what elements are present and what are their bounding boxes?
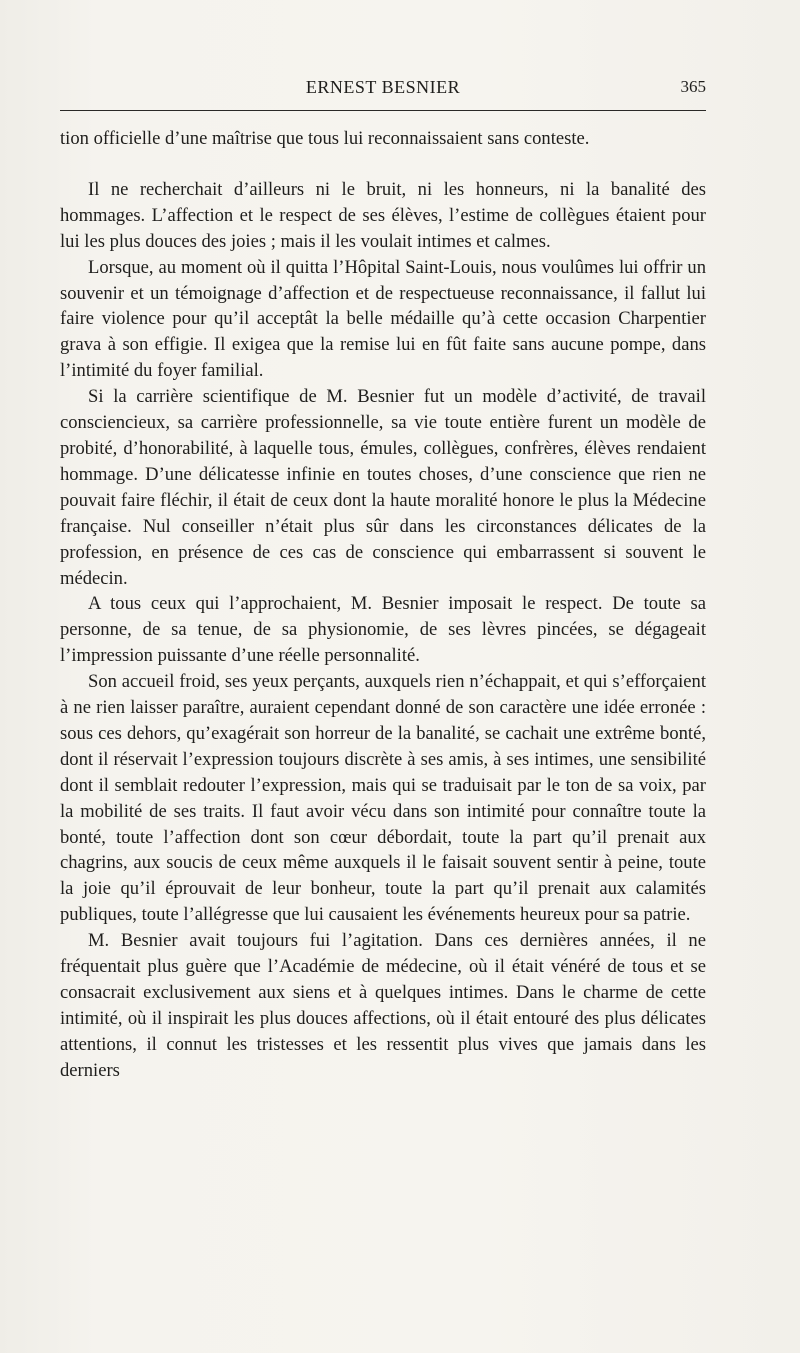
paragraph: Son accueil froid, ses yeux perçants, auxquels rien n’échappait, et qui s’efforçaient à ne rien laisser paraître, auraient cependant donné de son caractère une idée erronée : sous ces dehors, qu’exagérait son horreur de la banalité, se cachait une extrême bonté, dont il réservait l’expression toujours discrète à ses amis, à ses intimes, une sensibilité dont il semblait redouter l’expression, mais qui se traduisait par le ton de sa voix, par la mobilité de ses traits. Il faut avoir vécu dans son intimité pour connaître toute la bonté, toute l’affection dont son cœur débordait, toute la part qu’il prenait aux chagrins, aux soucis de ceux même auxquels il le faisait souvent sentir à peine, toute la joie qu’il éprouvait de leur bonheur, toute la part qu’il prenait aux calamités publiques, toute l’allégresse que lui causaient les événements heureux pour sa patrie.: [60, 671, 706, 926]
paragraph-continuation: tion officielle d’une maîtrise que tous lui reconnaissaient sans conteste.: [60, 128, 590, 149]
paragraph: Il ne recherchait d’ailleurs ni le bruit, ni les honneurs, ni la banalité des hommages. L’affection et le respect de ses élèves, l’estime de collègues étaient pour lui les plus douces des joies ; mais il les voulait intimes et calmes.: [60, 178, 706, 252]
page-number: 365: [680, 77, 706, 96]
paragraph: Si la carrière scientifique de M. Besnier fut un modèle d’activité, de travail consciencieux, sa carrière professionnelle, sa vie toute entière furent un modèle de probité, d’honorabilité, à laquelle tous, émules, collègues, confrères, élèves rendaient hommage. D’une délicatesse infinie en toutes choses, d’une conscience que rien ne pouvait faire fléchir, il était de ceux dont la haute moralité honore le plus la Médecine française. Nul conseiller n’était plus sûr dans les circonstances délicates de la profession, en présence de ces cas de conscience qui embarrassent si souvent le médecin.: [60, 386, 706, 589]
running-title: ERNEST BESNIER: [305, 77, 461, 97]
paragraph: Lorsque, au moment où il quitta l’Hôpital Saint-Louis, nous voulûmes lui offrir un souvenir et un témoignage d’affection et de respectueuse reconnaissance, il fallut lui faire violence pour qu’il acceptât la belle médaille qu’à cette occasion Charpentier grava à son effigie. Il exigea que la remise lui en fût faite sans aucune pompe, dans l’intimité du foyer familial.: [60, 256, 706, 382]
header-rule: [60, 110, 706, 111]
paragraph: M. Besnier avait toujours fui l’agitation. Dans ces dernières années, il ne fréquentait plus guère que l’Académie de médecine, où il était vénéré de tous et se consacrait exclusivement aux siens et à quelques intimes. Dans le charme de cette intimité, où il inspirait les plus douces affections, où il était entouré des plus délicates attentions, il connut les tristesses et les ressentit plus vives que jamais dans les derniers: [60, 930, 706, 1081]
paragraph: A tous ceux qui l’approchaient, M. Besnier imposait le respect. De toute sa personne, de sa tenue, de sa physionomie, de ses lèvres pincées, se dégageait l’impression puissante d’une réelle personnalité.: [60, 593, 706, 667]
body-text: [60, 126, 706, 1084]
running-header: [60, 74, 706, 100]
